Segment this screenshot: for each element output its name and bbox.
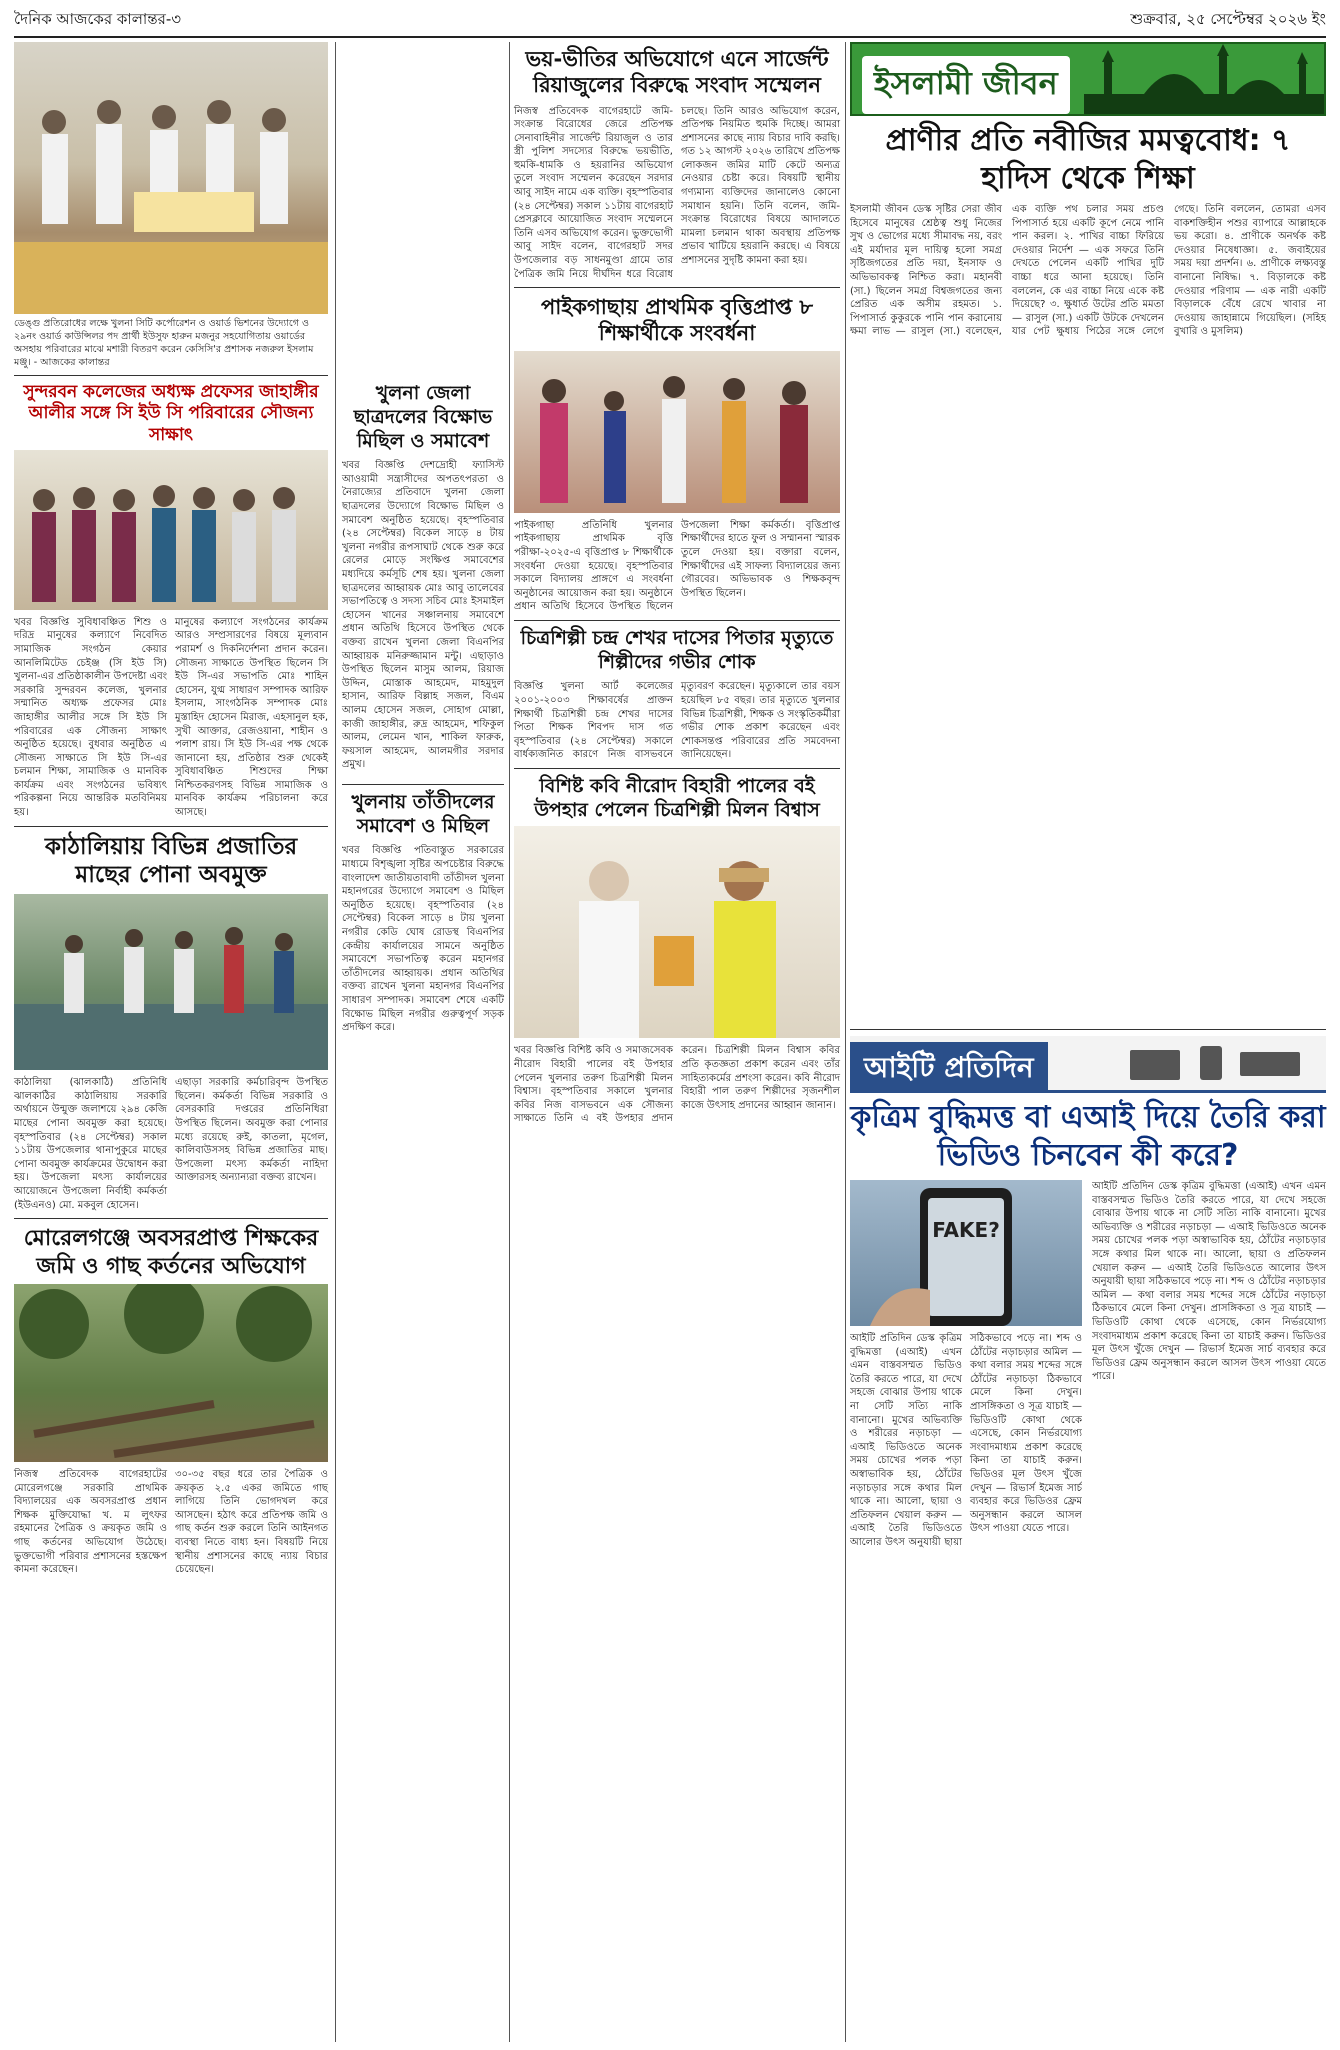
story-body: খবর বিজ্ঞপ্তি দেশদ্রোহী ফ্যাসিস্ট আওয়ামী সন্ত্রাসীদের অপতৎপরতা ও নৈরাজ্যের প্রতিবাদে খুলনা জেলা ছাত্রদলের উদ্যোগে বিক্ষোভ মিছিল ও সমাবেশ অনুষ্ঠিত হয়েছে। বৃহস্পতিবার (২৪ সেপ্টেম্বর) বিকেল সাড়ে ৪ টায় খুলনা নগরীর রূপসাঘাট থেকে শুরু করে রেলের মোড়ে সংক্ষিপ্ত সমাবেশের মধ্যদিয়ে কর্মসূচি শেষ হয়। খুলনা জেলা ছাত্রদলের আহ্বায়ক মোঃ আবু তালেবের সভাপতিত্বে ও সদস্য সচিব মোঃ ইসমাইল হোসেন খানের সঞ্চালনায় সমাবেশে প্রধান অতিথি হিসেবে উপস্থিত থেকে বক্তব্য রাখেন খুলনা জেলা বিএনপির আহ্বায়ক মনিরুজ্জামান মন্টু। এছাড়াও উপস্থিত ছিলেন মাসুম আলম, রিয়াজ উদ্দিন, মোস্তাক আহমেদ, মাহমুদুল হাসান, আরিফ বিল্লাহ সজল, বিএম আলম হোসেন সজল, সোহাগ মোল্লা, কাজী জাহাঙ্গীর, রুদ্র আহমেদ, শফিকুল আলম, লেমেন খান, শাকিল ফারুক, ফয়সাল আহমেদ, আলমগীর সরদার প্রমুখ। bbox=[342, 460, 504, 771]
story-body: ইসলামী জীবন ডেস্ক সৃষ্টির সেরা জীব হিসেবে মানুষের শ্রেষ্ঠত্ব শুধু নিজের সুখ ও ভোগের মধ্যে সীমাবদ্ধ নয়, বরং এই মর্যাদার মূল দায়িত্ব হলো সমগ্র সৃষ্টিজগতের প্রতি দয়া, ইনসাফ ও অভিভাবকত্ব নিশ্চিত করা। মহানবী (সা.) ছিলেন সমগ্র বিশ্বজগতের জন্য প্রেরিত এক অসীম রহমত। ১. পিপাসার্ত কুকুরকে পানি পান করানোয় ক্ষমা লাভ — রাসুল (সা.) বলেছেন, এক ব্যক্তি পথ চলার সময় প্রচণ্ড পিপাসার্ত হয়ে একটি কূপে নেমে পানি পান করল। ২. পাখির বাচ্চা ফিরিয়ে দেওয়ার নির্দেশ — এক সফরে তিনি দেখতে পেলেন একটি পাখির দুটি বাচ্চা ধরে আনা হয়েছে। তিনি বললেন, কে এর বাচ্চা নিয়ে একে কষ্ট দিয়েছে? ৩. ক্ষুধার্ত উটের প্রতি মমতা — রাসুল (সা.) একটি উটকে দেখলেন যার পেট ক্ষুধায় পিঠের সঙ্গে লেগে গেছে। তিনি বললেন, তোমরা এসব বাকশক্তিহীন পশুর ব্যাপারে আল্লাহকে ভয় করো। ৪. প্রাণীকে অনর্থক কষ্ট দেওয়ার নিষেধাজ্ঞা। ৫. জবাইয়ের সময় দয়া প্রদর্শন। ৬. প্রাণীকে লক্ষ্যবস্তু বানানো নিষিদ্ধ। ৭. বিড়ালকে কষ্ট দেওয়ার পরিণাম — এক নারী একটি বিড়ালকে বেঁধে রেখে খাবার না দেওয়ায় জাহান্নামে গিয়েছিল। (সহিহ বুখারি ও মুসলিম) bbox=[850, 204, 1326, 338]
story-body: কাঠালিয়া (ঝালকাঠি) প্রতিনিধি ঝালকাঠির কাঠালিয়ায় সরকারি অর্থায়নে উন্মুক্ত জলাশয়ে ২৯৪ কেজি মাছের পোনা অবমুক্ত করা হয়েছে। বৃহস্পতিবার (২৪ সেপ্টেম্বর) সকাল ১১টায় উপজেলার থানাপুকুরে মাছের পোনা অবমুক্ত কার্যক্রমের উদ্বোধন করা হয়। উপজেলা মৎস্য কার্যালয়ের আয়োজনে উপজেলা নির্বাহী কর্মকর্তা (ইউএনও) মো. মকবুল হোসেন। bbox=[14, 1077, 167, 1211]
column-4 bbox=[850, 42, 1326, 1802]
photo-caption: ডেঙ্গু প্রতিরোধের লক্ষে খুলনা সিটি কর্পোরেশন ও ওয়ার্ড ভিশনের উদ্যোগে ও ২৯নং ওয়ার্ড কাউন্সিলর পদ প্রার্থী ইউসুফ হারুন মজনুর সহযোগিতায় ওয়ার্ডের অসহায় পরিবারের মাঝে মশারী বিতরণ করেন কেসিসি'র প্রশাসক নজরুল ইসলাম মঞ্জু। - আজকের কালান্তর bbox=[14, 318, 314, 368]
story-headline: খুলনা জেলা ছাত্রদলের বিক্ষোভ মিছিল ও সমাবেশ bbox=[353, 382, 493, 452]
story-body: খবর বিজ্ঞপ্তি বিশিষ্ট কবি ও সমাজসেবক নীরোদ বিহারী পালের বই উপহার পেলেন খুলনার তরুণ চিত্রশিল্পী মিলন বিশ্বাস। বৃহস্পতিবার সকালে খুলনার কবির নিজ বাসভবনে এক সৌজন্য সাক্ষাতে তিনি এ বই উপহার প্রদান করেন। চিত্রশিল্পী মিলন বিশ্বাস কবির প্রতি কৃতজ্ঞতা প্রকাশ করেন এবং তাঁর সাহিত্যকর্মের প্রশংসা করেন। কবি নীরোদ বিহারী পাল তরুণ শিল্পীদের সৃজনশীল কাজে উৎসাহ প্রদানের আহ্বান জানান। bbox=[514, 1045, 840, 1125]
photo-illustration bbox=[14, 894, 328, 1070]
story-body: আইটি প্রতিদিন ডেস্ক কৃত্রিম বুদ্ধিমত্তা (এআই) এখন এমন বাস্তবসম্মত ভিডিও তৈরি করতে পারে, যা দেখে সহজে বোঝার উপায় থাকে না সেটি সত্যি নাকি বানানো। মুখের অভিব্যক্তি ও শরীরের নড়াচড়া — এআই ভিডিওতে অনেক সময় চোখের পলক পড়া অস্বাভাবিক হয়, ঠোঁটের নড়াচড়ার সঙ্গে কথার মিল থাকে না। আলো, ছায়া ও প্রতিফলন খেয়াল করুন — এআই তৈরি ভিডিওতে আলোর উৎস অনুযায়ী ছায়া সঠিকভাবে পড়ে না। শব্দ ও ঠোঁটের নড়াচড়ার অমিল — কথা বলার সময় শব্দের সঙ্গে ঠোঁটের নড়াচড়া ঠিকভাবে মেলে কিনা দেখুন। প্রাসঙ্গিকতা ও সূত্র যাচাই — ভিডিওটি কোথা থেকে এসেছে, কোন নির্ভরযোগ্য সংবাদমাধ্যম প্রকাশ করেছে কিনা তা যাচাই করুন। ভিডিওর মূল উৎস খুঁজে দেখুন — রিভার্স ইমেজ সার্চ ব্যবহার করে ভিডিওর ফ্রেম অনুসন্ধান করলে আসল উৎস পাওয়া যেতে পারে। bbox=[850, 1333, 1082, 1548]
photo-illustration bbox=[514, 826, 840, 1038]
photo-phone-fake bbox=[850, 1180, 1082, 1326]
photo-illustration bbox=[850, 1180, 1082, 1326]
story-headline: ভয়-ভীতির অভিযোগে এনে সার্জেন্ট রিয়াজুলের বিরুদ্ধে সংবাদ সম্মেলন bbox=[525, 47, 829, 98]
story-headline: কৃত্রিম বুদ্ধিমত্ত বা এআই দিয়ে তৈরি করা ভিডিও চিনবেন কী করে? bbox=[850, 1100, 1326, 1173]
story-body-columns bbox=[14, 1468, 328, 1577]
story-body: নিজস্ব প্রতিবেদক বাগেরহাটের মোরেলগঞ্জে সরকারি প্রাথমিক বিদ্যালয়ের এক অবসরপ্রাপ্ত প্রধান শিক্ষক মুক্তিযোদ্ধা খ. ম লুৎফর রহমানের পৈত্রিক ও ক্রয়কৃত জমি ও গাছ কর্তনের অভিযোগ উঠেছে। ভুক্তভোগী পরিবার প্রশাসনের হস্তক্ষেপ কামনা করেছেন। bbox=[14, 1469, 167, 1576]
column-divider bbox=[509, 42, 510, 2042]
mosque-silhouette-icon bbox=[1084, 44, 1324, 114]
column-2 bbox=[342, 378, 504, 1035]
header-date: শুক্রবার, ২৫ সেপ্টেম্বর ২০২৬ ইং bbox=[1130, 9, 1326, 28]
story-body-columns bbox=[14, 1076, 328, 1212]
story-body: খবর বিজ্ঞপ্তি সুবিধাবঞ্চিত শিশু ও দরিদ্র মানুষের কল্যাণে নিবেদিত সামাজিক সংগঠন কেয়ার আনলিমিটেড চেইঞ্জ (সি ইউ সি) খুলনা-এর প্রতিষ্ঠাকালীন উপদেষ্টা এবং সরকারি সুন্দরবন কলেজ, খুলনার সম্মানিত অধ্যক্ষ প্রফেসর মোঃ জাহাঙ্গীর আলীর সঙ্গে সি ইউ সি পরিবারের এক সৌজন্য সাক্ষাৎ অনুষ্ঠিত হয়েছে। বুধবার অনুষ্ঠিত এ সৌজন্য সাক্ষাতে সি ইউ সি-এর চলমান শিক্ষা, সামাজিক ও মানবিক কার্যক্রম এবং সংগঠনের ভবিষ্যৎ পরিকল্পনা নিয়ে আন্তরিক মতবিনিময় হয়। bbox=[14, 616, 167, 819]
divider bbox=[514, 287, 840, 288]
story-body: এছাড়া সরকারি কর্মচারিবৃন্দ উপস্থিত ছিলেন। কর্মকর্তা বিভিন্ন সরকারি ও বেসরকারি দপ্তরের প্রতিনিধিরা উপস্থিত ছিলেন। অবমুক্ত করা পোনার মধ্যে রয়েছে রুই, কাতলা, মৃগেল, কালিবাউসসহ বিভিন্ন প্রজাতির মাছ। উপজেলা মৎস্য কর্মকর্তা নাহিদা আক্তারসহ অন্যান্যরা বক্তব্য রাখেন। bbox=[175, 1077, 328, 1184]
photo-felled-trees bbox=[14, 1284, 328, 1462]
devices-icon bbox=[1120, 1042, 1320, 1084]
story-headline: চিত্রশিল্পী চন্দ্র শেখর দাসের পিতার মৃত্যুতে শিল্পীদের গভীর শোক bbox=[520, 626, 834, 673]
photo-scholarship-reception bbox=[514, 351, 840, 513]
story-headline: কাঠালিয়ায় বিভিন্ন প্রজাতির মাছের পোনা অবমুক্ত bbox=[44, 833, 298, 889]
divider bbox=[14, 826, 328, 827]
column-divider bbox=[845, 42, 846, 2042]
story-headline: বিশিষ্ট কবি নীরোদ বিহারী পালের বই উপহার পেলেন চিত্রশিল্পী মিলন বিশ্বাস bbox=[534, 774, 820, 821]
story-left bbox=[850, 1180, 1082, 1802]
header-left: দৈনিক আজকের কালান্তর-৩ bbox=[14, 9, 182, 28]
story-headline: খুলনায় তাঁতীদলের সমাবেশ ও মিছিল bbox=[351, 790, 495, 837]
story-layout bbox=[850, 1180, 1326, 1802]
photo-cuc-meeting bbox=[14, 450, 328, 610]
divider bbox=[342, 784, 504, 785]
section-title: ইসলামী জীবন bbox=[862, 56, 1070, 114]
story-headline: মোরেলগঞ্জে অবসরপ্রাপ্ত শিক্ষকের জমি ও গাছ কর্তনের অভিযোগ bbox=[23, 1226, 319, 1279]
photo-illustration bbox=[14, 42, 328, 314]
photo-book-gift bbox=[514, 826, 840, 1038]
story-body: নিজস্ব প্রতিবেদক বাগেরহাটে জমি-সংক্রান্ত বিরোধের জেরে প্রতিপক্ষ সেনাবাহিনীর সার্জেন্ট রিয়াজুল ও তার স্ত্রী পুলিশ সদস্যের বিরুদ্ধে ভয়ভীতি, হুমকি-ধামকি ও হয়রানির অভিযোগ তুলে সংবাদ সম্মেলন করেছেন সরদার আবু সাইদ নামে এক ব্যক্তি। বৃহস্পতিবার (২৪ সেপ্টেম্বর) সকাল ১১টায় বাগেরহাট প্রেসক্লাবে আয়োজিত সংবাদ সম্মেলনে তিনি এসব অভিযোগ করেন। ভুক্তভোগী আবু সাইদ বলেন, বাগেরহাট সদর উপজেলার বড় সাধনমুণ্ডা গ্রামে তার পৈত্রিক জমি নিয়ে দীর্ঘদিন ধরে বিরোধ চলছে। তিনি আরও অভিযোগ করেন, প্রতিপক্ষ নিয়মিত হুমকি দিচ্ছে। আমরা প্রশাসনের কাছে ন্যায় বিচার দাবি করছি। গত ১২ আগস্ট ২০২৬ তারিখে প্রতিপক্ষ লোকজন জমির মাটি কেটে অন্যত্র নেওয়ার চেষ্টা করে। বিষয়টি স্থানীয় গণ্যমান্য ব্যক্তিদের জানালেও কোনো সমাধান হয়নি। তিনি বলেন, জমি-সংক্রান্ত বিরোধের বিষয়ে আদালতে মামলা চলমান থাকা অবস্থায় প্রতিপক্ষ প্রভাব খাটিয়ে হয়রানি করছে। এ বিষয়ে প্রশাসনের সুদৃষ্টি কামনা করা হয়। bbox=[514, 105, 840, 280]
story-headline: পাইকগাছায় প্রাথমিক বৃত্তিপ্রাপ্ত ৮ শিক্ষার্থীকে সংবর্ধনা bbox=[540, 295, 814, 346]
divider bbox=[514, 768, 840, 769]
story-body: মানুষের কল্যাণে সংগঠনের কার্যক্রম আরও সম্প্রসারণের বিষয়ে মূল্যবান পরামর্শ ও দিকনির্দেশনা প্রদান করেন। সৌজন্য সাক্ষাতে উপস্থিত ছিলেন সি ইউ সি-এর সভাপতি মোঃ শাহিন হোসেন, যুগ্ম সাধারণ সম্পাদক আরিফ ইসলাম, সাংগঠনিক সম্পাদক মোঃ মুস্তাহিদ হোসেন মিরাজ, এহসানুল হক, সুখী আক্তার, রেজওয়ানা, শাহীন ও পলাশ রায়। সি ইউ সি-এর পক্ষ থেকে জানানো হয়, প্রতিষ্ঠার শুরু থেকেই সুবিধাবঞ্চিত শিশুদের শিক্ষা নিশ্চিতকরণসহ বিভিন্ন সামাজিক ও মানবিক কার্যক্রম পরিচালনা করে আসছে। bbox=[175, 616, 328, 819]
section-title: আইটি প্রতিদিন bbox=[850, 1042, 1048, 1093]
photo-illustration bbox=[514, 351, 840, 513]
story-body: বিজ্ঞপ্তি খুলনা আর্ট কলেজের ২০০১-২০০৩ শিক্ষাবর্ষের প্রাক্তন শিক্ষার্থী চিত্রশিল্পী চন্দ্র শেখর দাসের পিতা শিক্ষক শিবপদ দাস গত বৃহস্পতিবার (২৪ সেপ্টেম্বর) সকালে বার্ধক্যজনিত কারণে নিজ বাসভবনে মৃত্যুবরণ করেছেন। মৃত্যুকালে তার বয়স হয়েছিল ৮৫ বছর। তার মৃত্যুতে খুলনার বিভিন্ন চিত্রশিল্পী, শিক্ষক ও সংস্কৃতিকর্মীরা গভীর শোক প্রকাশ করেছেন এবং শোকসন্তপ্ত পরিবারের প্রতি সমবেদনা জানিয়েছেন। bbox=[514, 681, 840, 761]
photo-fish-release bbox=[14, 894, 328, 1070]
photo-mosquito-net-distribution bbox=[14, 42, 328, 314]
divider bbox=[14, 1218, 328, 1219]
divider bbox=[14, 375, 328, 376]
column-1 bbox=[14, 42, 328, 1577]
divider bbox=[850, 1029, 1326, 1030]
photo-illustration bbox=[14, 1284, 328, 1462]
story-body: খবর বিজ্ঞপ্তি পতিবাস্তুত সরকারের মাধ্যমে বিশৃঙ্খলা সৃষ্টির অপচেষ্টার বিরুদ্ধে বাংলাদেশ জাতীয়তাবাদী তাঁতীদল খুলনা মহানগরের উদ্যোগে সমাবেশ ও মিছিল অনুষ্ঠিত হয়েছে। বৃহস্পতিবার (২৪ সেপ্টেম্বর) বিকেল সাড়ে ৪ টায় খুলনা নগরীর কেডি ঘোষ রোডস্থ বিএনপির কেন্দ্রীয় কার্যালয়ের সামনে অনুষ্ঠিত সমাবেশে সভাপতিত্ব করেন মহানগর তাঁতীদলের আহ্বায়ক। প্রধান অতিথির বক্তব্য রাখেন খুলনা মহানগর বিএনপির সাধারণ সম্পাদক। সমাবেশ শেষে একটি বিক্ষোভ মিছিল নগরীর গুরুত্বপূর্ণ সড়ক প্রদক্ষিণ করে। bbox=[342, 845, 504, 1034]
story-body: ৩০-৩৫ বছর ধরে তার পৈত্রিক ও ক্রয়কৃত ২.৫ একর জমিতে গাছ লাগিয়ে তিনি ভোগদখল করে আসছেন। হঠাৎ করে প্রতিপক্ষ জমি ও গাছ কর্তন শুরু করলে তিনি আইনগত ব্যবস্থা নিতে বাধ্য হন। বিষয়টি নিয়ে স্থানীয় প্রশাসনের কাছে ন্যায় বিচার চেয়েছেন। bbox=[175, 1469, 328, 1576]
story-body-continued: আইটি প্রতিদিন ডেস্ক কৃত্রিম বুদ্ধিমত্তা (এআই) এখন এমন বাস্তবসম্মত ভিডিও তৈরি করতে পারে, যা দেখে সহজে বোঝার উপায় থাকে না সেটি সত্যি নাকি বানানো। মুখের অভিব্যক্তি ও শরীরের নড়াচড়া — এআই ভিডিওতে অনেক সময় চোখের পলক পড়া অস্বাভাবিক হয়, ঠোঁটের নড়াচড়ার সঙ্গে কথার মিল থাকে না। আলো, ছায়া ও প্রতিফলন খেয়াল করুন — এআই তৈরি ভিডিওতে আলোর উৎস অনুযায়ী ছায়া সঠিকভাবে পড়ে না। শব্দ ও ঠোঁটের নড়াচড়ার অমিল — কথা বলার সময় শব্দের সঙ্গে ঠোঁটের নড়াচড়া ঠিকভাবে মেলে কিনা দেখুন। প্রাসঙ্গিকতা ও সূত্র যাচাই — ভিডিওটি কোথা থেকে এসেছে, কোন নির্ভরযোগ্য সংবাদমাধ্যম প্রকাশ করেছে কিনা তা যাচাই করুন। ভিডিওর মূল উৎস খুঁজে দেখুন — রিভার্স ইমেজ সার্চ ব্যবহার করে ভিডিওর ফ্রেম অনুসন্ধান করলে আসল উৎস পাওয়া যেতে পারে। bbox=[1092, 1181, 1326, 1383]
story-body-columns bbox=[14, 616, 328, 820]
story-headline: প্রাণীর প্রতি নবীজির মমত্ববোধ: ৭ হাদিস থেকে শিক্ষা bbox=[885, 123, 1291, 196]
story-headline: সুন্দরবন কলেজের অধ্যক্ষ প্রফেসর জাহাঙ্গীর আলীর সঙ্গে সি ইউ সি পরিবারের সৌজন্য সাক্ষাৎ bbox=[23, 382, 319, 445]
page-header bbox=[14, 4, 1326, 38]
divider bbox=[514, 620, 840, 621]
section-banner-islamic-life bbox=[850, 42, 1326, 116]
column-divider bbox=[335, 42, 336, 2042]
column-3 bbox=[514, 42, 840, 1126]
story-body: পাইকগাছা প্রতিনিধি খুলনার পাইকগাছায় প্রাথমিক বৃত্তি পরীক্ষা-২০২৫-এ বৃত্তিপ্রাপ্ত ৮ শিক্ষার্থীকে সংবর্ধনা দেওয়া হয়েছে। বৃহস্পতিবার সকালে বিদ্যালয় প্রাঙ্গণে এ সংবর্ধনা অনুষ্ঠানের আয়োজন করা হয়। অনুষ্ঠানে প্রধান অতিথি হিসেবে উপস্থিত ছিলেন উপজেলা শিক্ষা কর্মকর্তা। বৃত্তিপ্রাপ্ত শিক্ষার্থীদের হাতে ফুল ও সম্মাননা স্মারক তুলে দেওয়া হয়। বক্তারা বলেন, শিক্ষার্থীদের এই সাফল্য বিদ্যালয়ের জন্য গৌরবের। অভিভাবক ও শিক্ষকবৃন্দ উপস্থিত ছিলেন। bbox=[514, 519, 840, 613]
section-banner-it-daily bbox=[850, 1036, 1326, 1093]
photo-illustration bbox=[14, 450, 328, 610]
phone-screen-text: FAKE? bbox=[932, 1218, 1000, 1242]
